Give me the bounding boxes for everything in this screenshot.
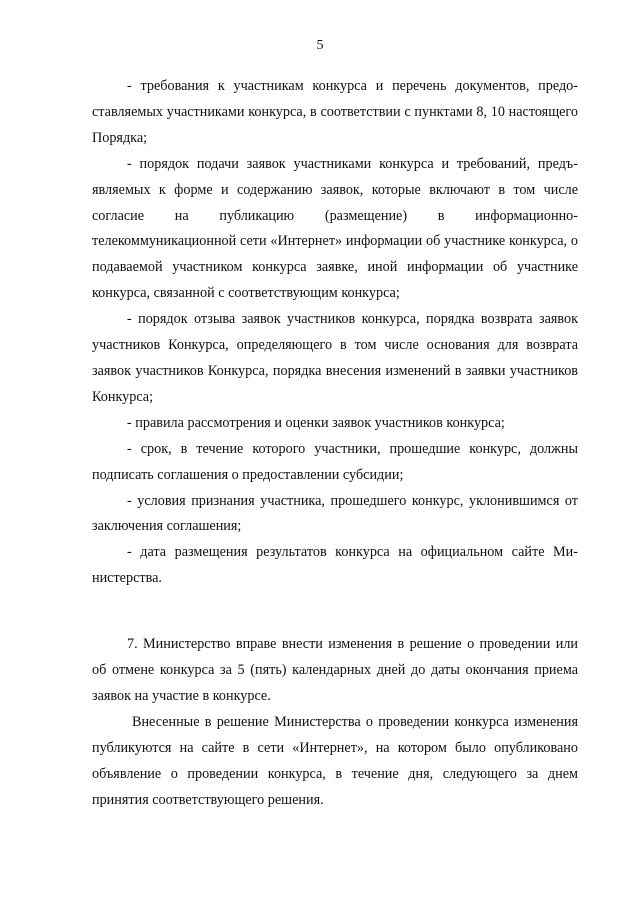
list-item: - условия признания участника, прошедшего конкурс, уклонившимся от заключения соглашения; — [92, 492, 578, 535]
list-item: - порядок отзыва заявок участников конкурса, порядка возврата заявок участников Конкурса, определяющего в том числе основания для возврата заявок участников Конкурса, порядка внесения изменений в заявки участников Конкурса; — [92, 311, 578, 405]
list-item: - порядок подачи заявок участниками конкурса и требований, предъявляемых к форме и содержанию заявок, которые включают в том числе согласие на публикацию (размещение) в информационно-телекоммуникационной сети «Интернет» информации об участнике конкурса, о подаваемой участником конкурса заявке, иной информации об участнике конкурса, связанной с соответствующим конкурса; — [92, 155, 578, 302]
paragraph-spacer — [92, 592, 578, 632]
section-7-paragraph: 7. Министерство вправе внести изменения в решение о проведении или об отмене конкурса за 5 (пять) календарных дней до даты окончания приема заявок на участие в конкурсе. — [92, 636, 578, 704]
list-item: - правила рассмотрения и оценки заявок участников конкурса; — [127, 414, 505, 431]
section-7-followup-paragraph: Внесенные в решение Министерства о проведении конкурса изменения публикуются на сайте в сети «Интернет», на котором было опубликовано объявление о проведении конкурса, в течение дня, следующего за днем принятия соответствующего решения. — [92, 713, 578, 808]
page-number: 5 — [316, 38, 324, 53]
document-body — [92, 74, 578, 813]
list-item: - срок, в течение которого участники, прошедшие конкурс, должны подписать соглашения о предоставлении субсидии; — [92, 440, 578, 483]
list-item: - требования к участникам конкурса и перечень документов, предоставляемых участниками конкурса, в соответствии с пунктами 8, 10 настоящего Порядка; — [92, 78, 578, 146]
list-item: - дата размещения результатов конкурса на официальном сайте Министерства. — [92, 544, 578, 587]
